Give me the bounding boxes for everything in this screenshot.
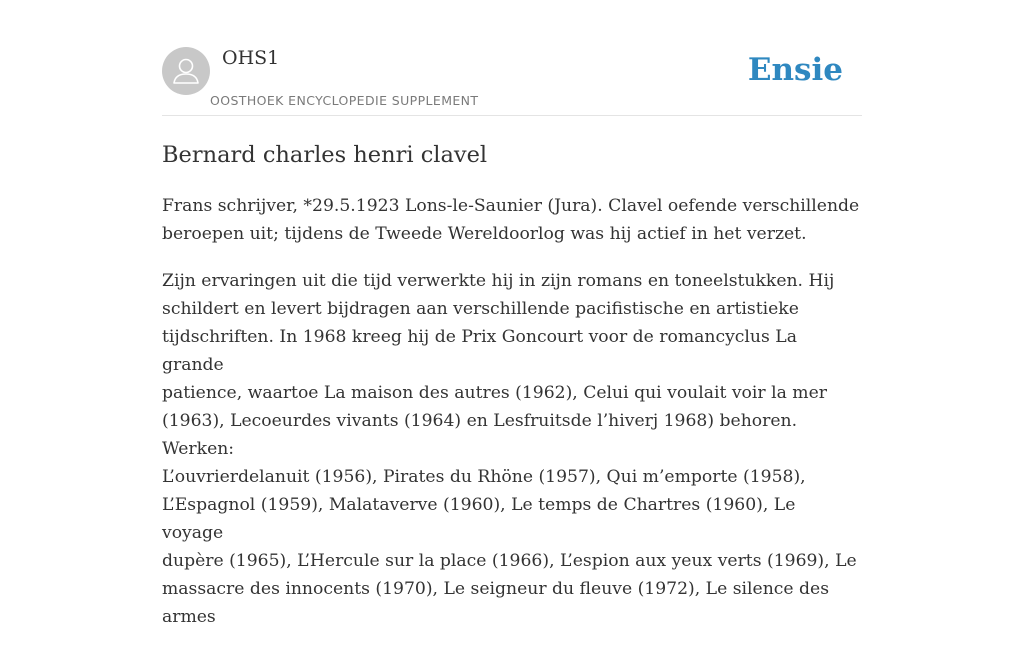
- user-icon: [162, 47, 210, 95]
- source-label: OOSTHOEK ENCYCLOPEDIE SUPPLEMENT: [210, 93, 479, 108]
- author-name[interactable]: OHS1: [222, 47, 280, 69]
- avatar[interactable]: [162, 47, 210, 95]
- article-body: [162, 192, 862, 650]
- article-header: [162, 0, 862, 116]
- brand-logo[interactable]: Ensie: [747, 52, 843, 88]
- article-paragraph: Zijn ervaringen uit die tijd verwerkte hij in zijn romans en toneelstukken. Hij schildert en levert bijdragen aan verschillende pacifistische en artistieke tijdschriften. In 1968 kreeg hij de Prix Goncourt voor de romancyclus La grande patience, waartoe La maison des autres (1962), Celui qui voulait voir la mer (1963), Lecoeurdes vivants (1964) en Lesfruitsde l’hiverj 1968) behoren. Werken: L’ouvrierdelanuit (1956), Pirates du Rhöne (1957), Qui m’emporte (1958), L’Espagnol (1959), Malataverve (1960), Le temps de Chartres (1960), Le voyage dupère (1965), L’Hercule sur la place (1966), L’espion aux yeux verts (1969), Le massacre des innocents (1970), Le seigneur du fleuve (1972), Le silence des armes: [162, 271, 857, 627]
- article-paragraph: Frans schrijver, *29.5.1923 Lons-le-Saunier (Jura). Clavel oefende verschillende beroepen uit; tijdens de Tweede Wereldoorlog was hij actief in het verzet.: [162, 196, 860, 244]
- article-title: Bernard charles henri clavel: [162, 142, 488, 168]
